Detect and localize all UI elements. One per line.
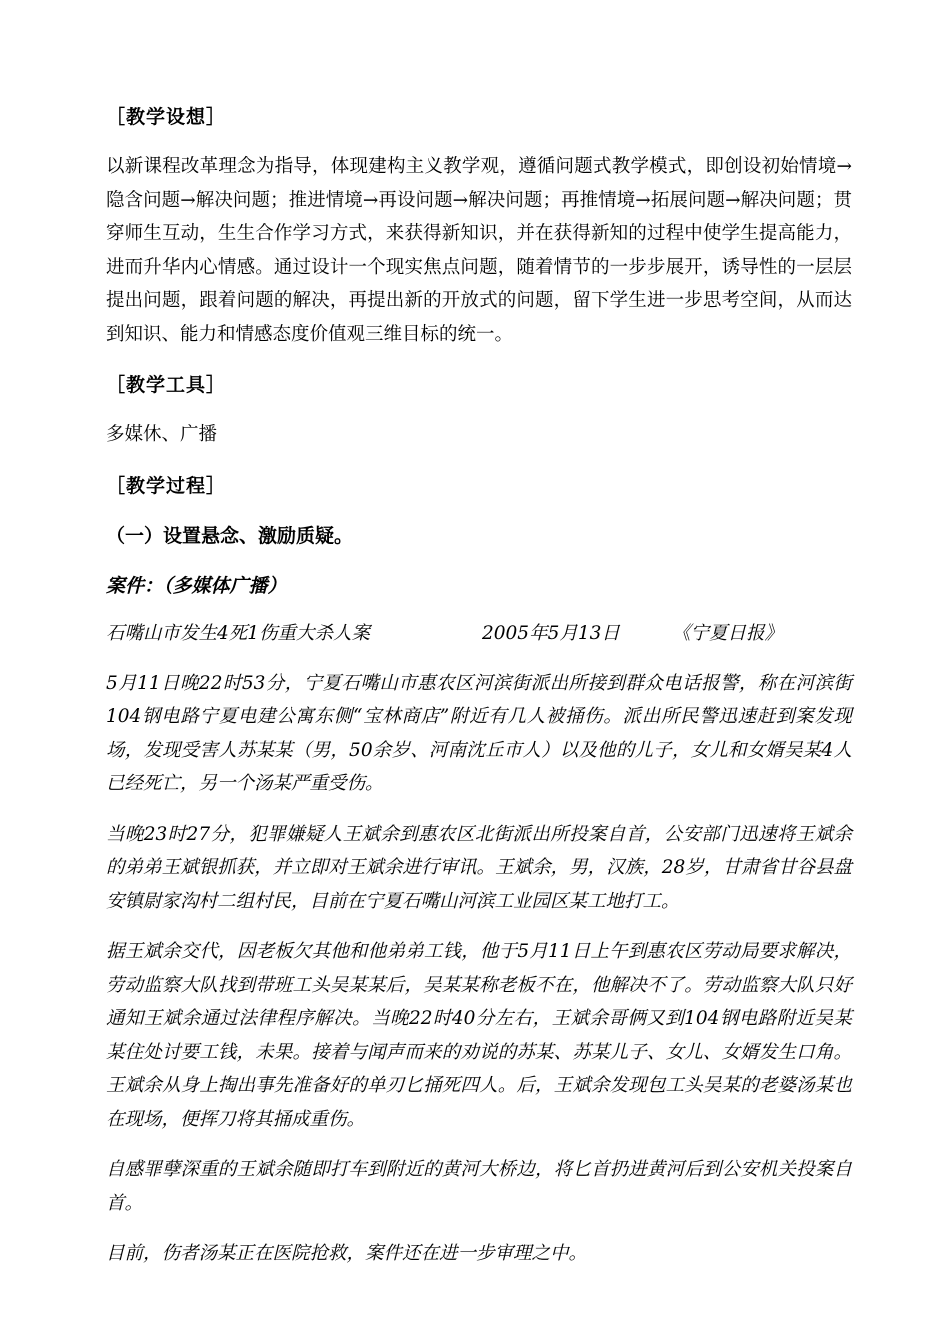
teaching-tools-heading: ［教学工具］: [106, 374, 227, 396]
case-paragraph-3: 据王斌余交代，因老板欠其他和他弟弟工钱，他于5月11日上午到惠农区劳动局要求解决，劳动监察大队找到带班工头吴某某后，吴某某称老板不在，他解决不了。劳动监察大队只好通知王斌余通过法律程序解决。当晚22时40分左右，王斌余哥俩又到104钢电路附近吴某某住处讨要工钱，未果。接着与闻声而来的劝说的苏某、苏某儿子、女儿、女婿发生口角。王斌余从身上掏出事先准备好的单刃匕捅死四人。后，王斌余发现包工头吴某的老婆汤某也在现场，便挥刀将其捅成重伤。: [106, 941, 852, 1130]
case-paragraph-4: 自感罪孽深重的王斌余随即打车到附近的黄河大桥边，将匕首扔进黄河后到公安机关投案自首。: [106, 1159, 852, 1214]
news-source: 《宁夏日报》: [672, 622, 784, 644]
document-body: [106, 100, 852, 1288]
case-paragraph-2: 当晚23时27分，犯罪嫌疑人王斌余到惠农区北街派出所投案自首，公安部门迅速将王斌余的弟弟王斌银抓获，并立即对王斌余进行审讯。王斌余，男，汉族，28岁，甘肃省甘谷县盘安镇尉家沟村二组村民，目前在宁夏石嘴山河滨工业园区某工地打工。: [106, 823, 852, 912]
case-paragraph-5: 目前，伤者汤某正在医院抢救，案件还在进一步审理之中。: [106, 1243, 588, 1264]
news-date: 2005年5月13日: [482, 622, 620, 644]
news-headline: 石嘴山市发生4死1伤重大杀人案: [106, 622, 371, 644]
step-one-heading: （一）设置悬念、激励质疑。: [106, 524, 354, 547]
case-label: 案件：（多媒体广播）: [106, 574, 287, 597]
news-title-line: [106, 617, 852, 651]
teaching-idea-heading: ［教学设想］: [106, 106, 227, 128]
teaching-process-heading: ［教学过程］: [106, 474, 227, 497]
case-paragraph-1: 5月11日晚22时53分，宁夏石嘴山市惠农区河滨街派出所接到群众电话报警，称在河滨街104钢电路宁夏电建公寓东侧“宝林商店”附近有几人被捅伤。派出所民警迅速赶到案发现场，发现受害人苏某某（男，50余岁、河南沈丘市人）以及他的儿子，女儿和女婿吴某4人已经死亡，另一个汤某严重受伤。: [106, 672, 852, 794]
teaching-tools-text: 多媒休、广播: [106, 424, 218, 445]
teaching-idea-text: 以新课程改革理念为指导，体现建构主义教学观，遵循问题式教学模式，即创设初始情境→隐含问题→解决问题；推进情境→再设问题→解决问题；再推情境→拓展问题→解决问题；贯穿师生互动，生生合作学习方式，来获得新知识，并在获得新知的过程中使学生提高能力，进而升华内心情感。通过设计一个现实焦点问题，随着情节的一步步展开，诱导性的一层层提出问题，跟着问题的解决，再提出新的开放式的问题，留下学生进一步思考空间，从而达到知识、能力和情感态度价值观三维目标的统一。: [106, 156, 852, 345]
